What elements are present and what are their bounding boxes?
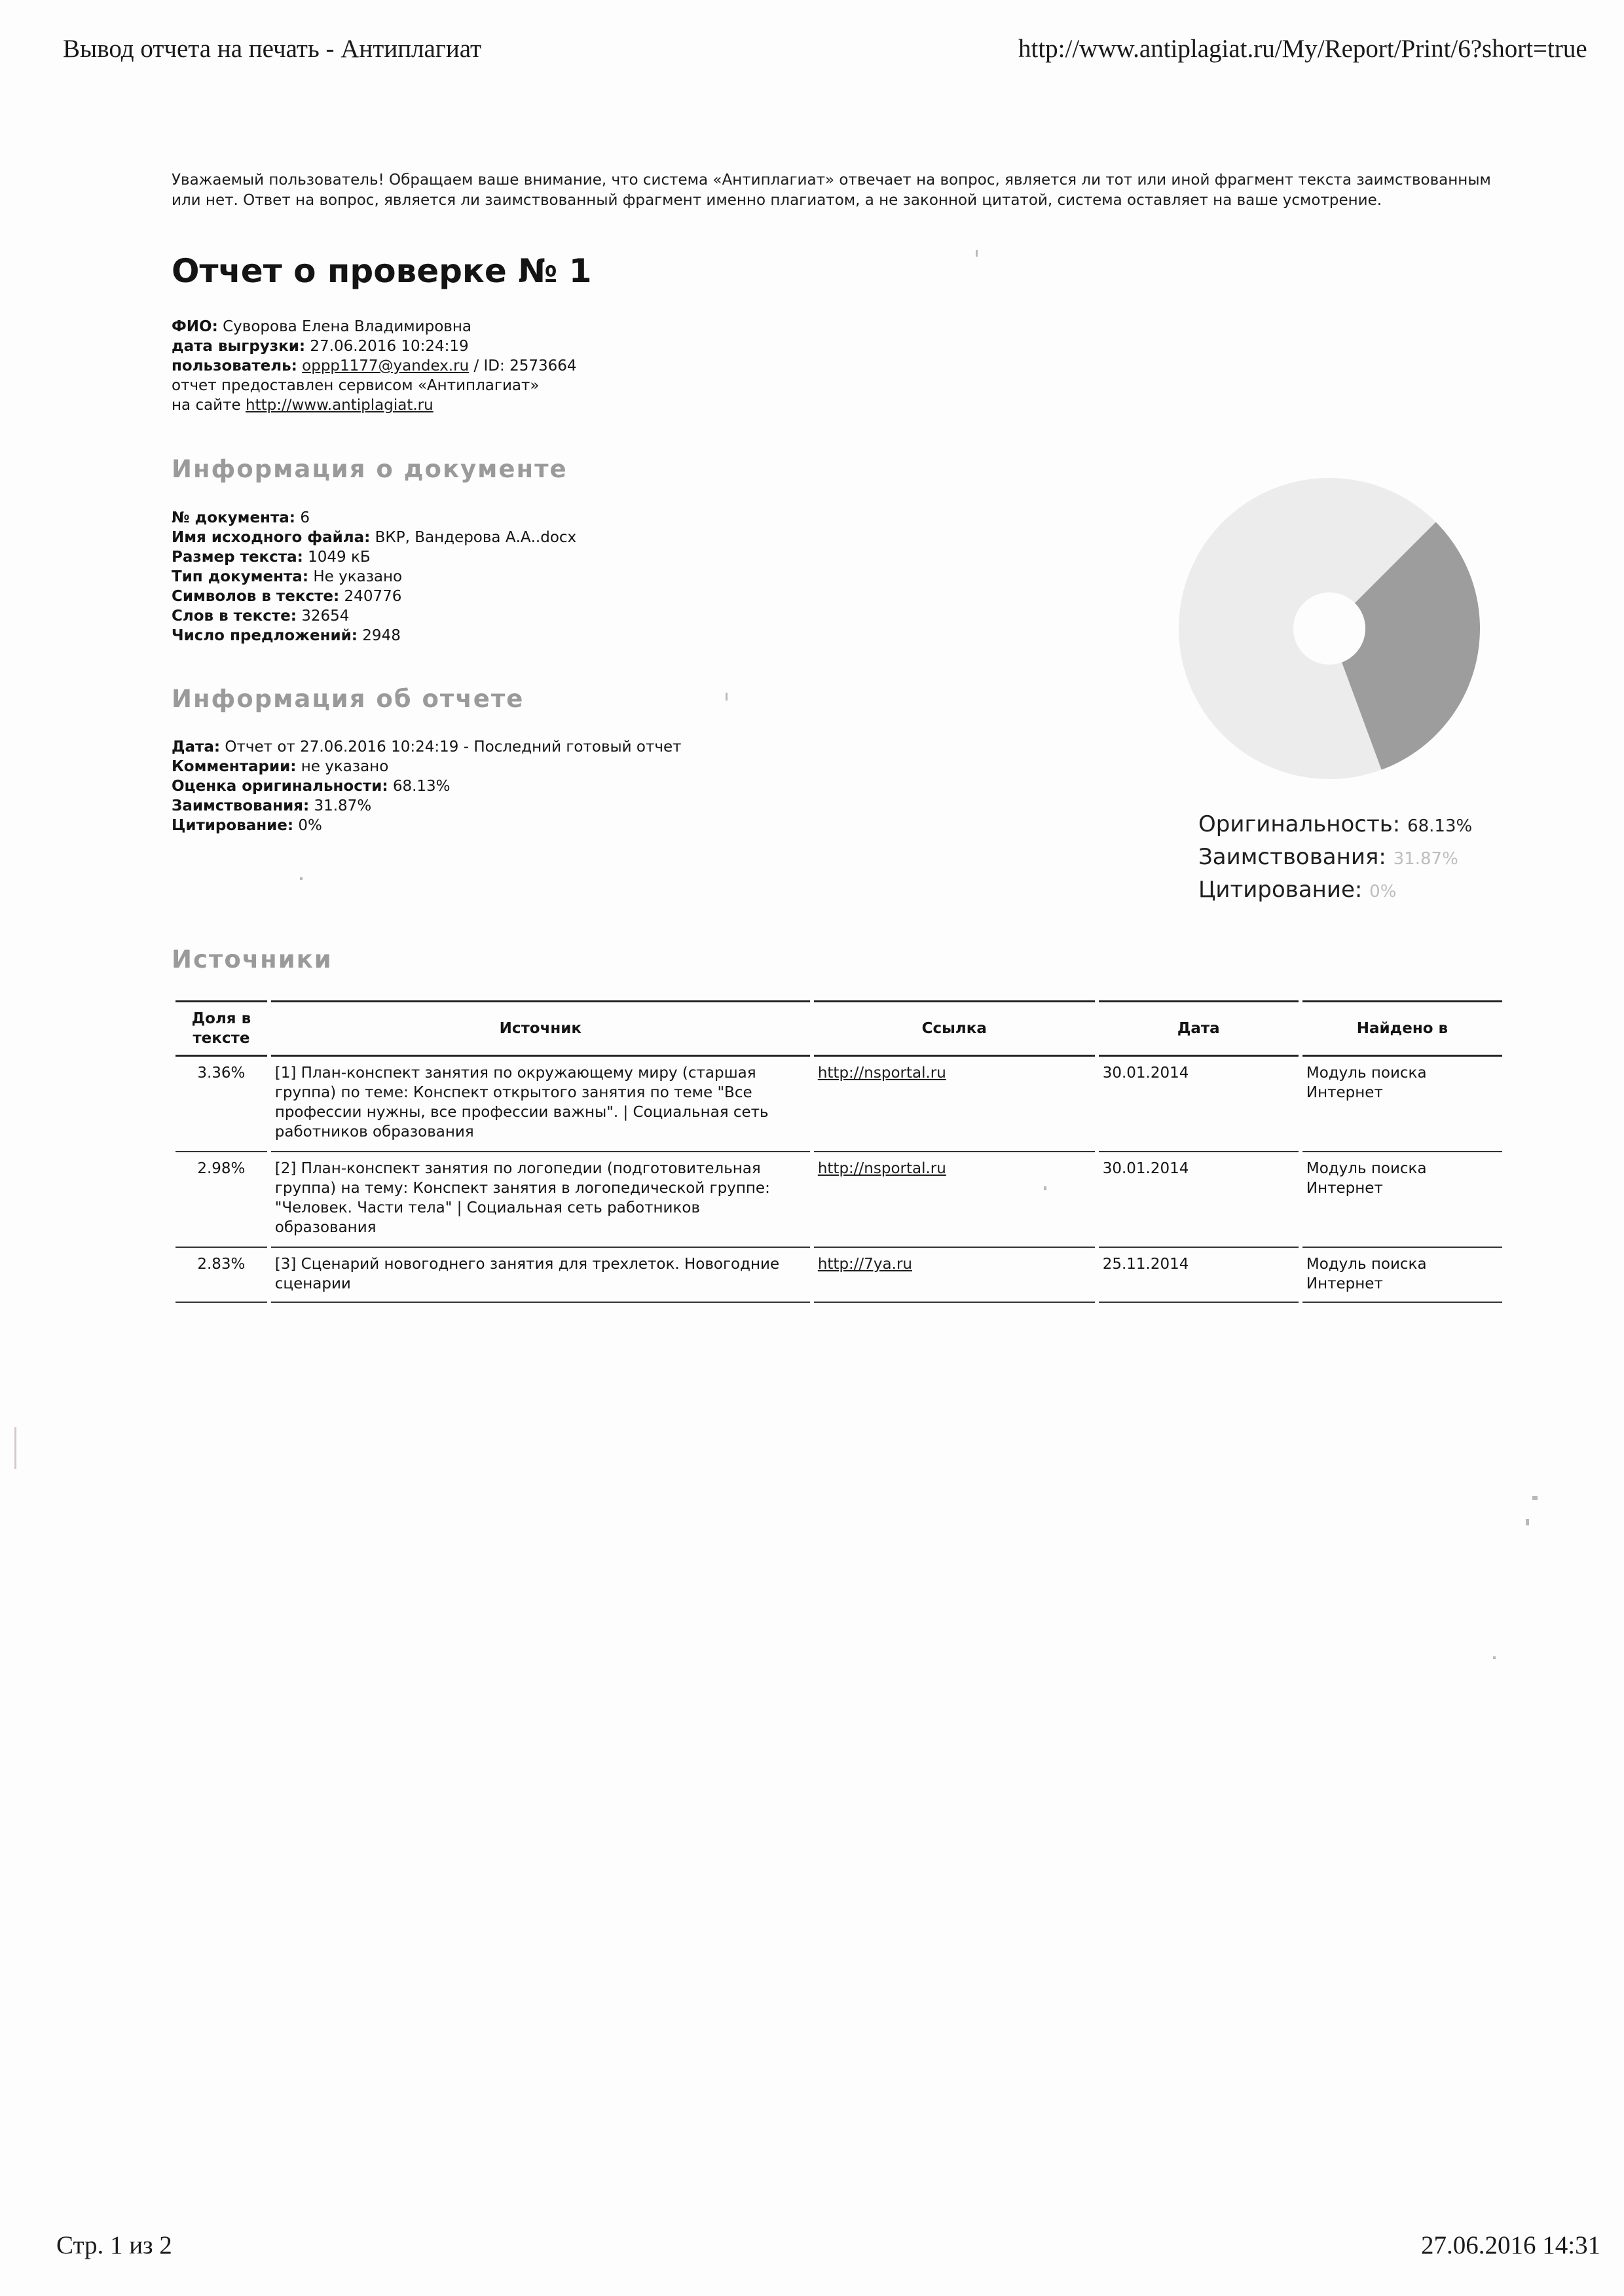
doc-info-heading: Информация о документе [172, 455, 568, 483]
print-footer-datetime: 27.06.2016 14:31 [1421, 2231, 1601, 2259]
legend-originality [1198, 808, 1472, 843]
report-info-label: Дата: [172, 738, 221, 756]
source-date: 30.01.2014 [1099, 1057, 1299, 1152]
sources-table [172, 1000, 1506, 1303]
meta-site-prefix: на сайте [172, 397, 246, 414]
doc-info-row [172, 606, 349, 626]
table-row [175, 1152, 1502, 1248]
legend-borrowing-label: Заимствования: [1198, 844, 1386, 870]
disclaimer-notice: Уважаемый пользователь! Обращаем ваше внимание, что система «Антиплагиат» отвечает на вопрос, является ли тот или иной фрагмент текста заимствованным или нет. Ответ на вопрос, является ли заимствованный фрагмент именно плагиатом, а не законной цитатой, система оставляет на ваше усмотрение. [172, 172, 1491, 209]
source-title: [2] План-конспект занятия по логопедии (подготовительная группа) на тему: Конспект занятия в логопедической группе: "Человек. Части тела" | Социальная сеть работников образования [271, 1152, 810, 1248]
source-date: 30.01.2014 [1099, 1152, 1299, 1248]
meta-site-line [172, 395, 434, 415]
report-info-label: Заимствования: [172, 797, 310, 814]
doc-info-row [172, 567, 402, 587]
report-info-value: 68.13% [392, 778, 451, 795]
antiplagiat-site-link[interactable]: http://www.antiplagiat.ru [246, 397, 434, 414]
doc-info-row [172, 528, 576, 547]
report-info-heading: Информация об отчете [172, 685, 525, 713]
meta-provided-line: отчет предоставлен сервисом «Антиплагиат» [172, 377, 540, 394]
doc-info-label: Размер текста: [172, 549, 303, 566]
report-info-row [172, 737, 682, 757]
table-row [175, 1057, 1502, 1152]
legend-citation [1198, 873, 1396, 908]
print-footer-page: Стр. 1 из 2 [56, 2231, 172, 2259]
doc-info-row [172, 508, 310, 528]
scan-speck [14, 1427, 16, 1469]
doc-info-value: 240776 [344, 588, 402, 605]
meta-user-id: / ID: 2573664 [469, 357, 577, 374]
doc-info-value: 2948 [362, 627, 401, 644]
report-title: Отчет о проверке № 1 [172, 252, 592, 290]
doc-info-value: Не указано [313, 568, 403, 585]
user-email-link[interactable]: oppp1177@yandex.ru [302, 357, 470, 374]
meta-fio-value: Суворова Елена Владимировна [223, 318, 471, 335]
doc-info-label: Число предложений: [172, 627, 358, 644]
doc-info-value: 1049 кБ [308, 549, 371, 566]
meta-user-label: пользователь: [172, 357, 297, 374]
legend-originality-value: 68.13% [1407, 816, 1473, 836]
source-found-in: Модуль поиска Интернет [1302, 1057, 1502, 1152]
legend-borrowing [1198, 841, 1458, 875]
report-info-row [172, 796, 371, 816]
report-info-value: не указано [301, 758, 389, 775]
report-info-value: Отчет от 27.06.2016 10:24:19 - Последний готовый отчет [225, 738, 682, 756]
report-info-label: Цитирование: [172, 817, 294, 834]
meta-date [172, 337, 469, 356]
scan-speck [1044, 1186, 1046, 1190]
scan-speck [1493, 1656, 1496, 1659]
doc-info-value: 32654 [301, 608, 350, 625]
report-info-row [172, 776, 451, 796]
source-share: 3.36% [175, 1057, 267, 1152]
source-found-in: Модуль поиска Интернет [1302, 1152, 1502, 1248]
meta-user [172, 356, 577, 376]
doc-info-label: № документа: [172, 509, 295, 526]
source-share: 2.98% [175, 1152, 267, 1248]
source-title: [3] Сценарий новогоднего занятия для трехлеток. Новогодние сценарии [271, 1248, 810, 1303]
source-link[interactable]: http://nsportal.ru [817, 1160, 946, 1177]
doc-info-row [172, 547, 371, 567]
report-info-value: 31.87% [314, 797, 372, 814]
scan-speck [976, 250, 978, 257]
legend-borrowing-value: 31.87% [1393, 849, 1458, 869]
doc-info-value: 6 [300, 509, 310, 526]
sources-header-row [175, 1000, 1502, 1057]
meta-date-label: дата выгрузки: [172, 338, 306, 355]
doc-info-label: Тип документа: [172, 568, 309, 585]
col-header-link: Ссылка [814, 1000, 1095, 1057]
source-title: [1] План-конспект занятия по окружающему миру (старшая группа) по теме: Конспект открытого занятия по теме "Все профессии нужны, все профессии важны". | Социальная сеть работников образования [271, 1057, 810, 1152]
legend-citation-label: Цитирование: [1198, 877, 1363, 903]
originality-pie-chart [1172, 471, 1486, 786]
col-header-found: Найдено в [1302, 1000, 1502, 1057]
legend-originality-label: Оригинальность: [1198, 811, 1401, 837]
scan-speck [1532, 1496, 1538, 1500]
doc-info-row [172, 626, 401, 646]
meta-fio-label: ФИО: [172, 318, 218, 335]
report-info-value: 0% [298, 817, 322, 834]
col-header-source: Источник [271, 1000, 810, 1057]
report-info-label: Оценка оригинальности: [172, 778, 388, 795]
sources-heading: Источники [172, 945, 333, 974]
legend-citation-value: 0% [1369, 882, 1397, 902]
table-row [175, 1248, 1502, 1303]
doc-info-row [172, 587, 401, 606]
col-header-date: Дата [1099, 1000, 1299, 1057]
report-info-label: Комментарии: [172, 758, 297, 775]
report-info-row [172, 757, 388, 776]
source-found-in: Модуль поиска Интернет [1302, 1248, 1502, 1303]
source-share: 2.83% [175, 1248, 267, 1303]
scan-speck [1526, 1519, 1529, 1525]
doc-info-label: Слов в тексте: [172, 608, 297, 625]
meta-date-value: 27.06.2016 10:24:19 [310, 338, 469, 355]
col-header-share: Доля в тексте [175, 1000, 267, 1057]
scan-speck [726, 693, 728, 701]
source-link[interactable]: http://7ya.ru [817, 1256, 912, 1273]
doc-info-value: ВКР, Вандерова А.А..docx [375, 529, 577, 546]
doc-info-label: Символов в тексте: [172, 588, 340, 605]
scan-speck [300, 877, 303, 880]
meta-fio [172, 317, 471, 337]
report-info-row [172, 816, 322, 835]
source-date: 25.11.2014 [1099, 1248, 1299, 1303]
doc-info-label: Имя исходного файла: [172, 529, 371, 546]
pie-center-hole [1293, 592, 1365, 665]
source-link[interactable]: http://nsportal.ru [817, 1065, 946, 1082]
print-header-url: http://www.antiplagiat.ru/My/Report/Print/6?short=true [1018, 35, 1587, 63]
print-header-title: Вывод отчета на печать - Антиплагиат [63, 35, 482, 63]
